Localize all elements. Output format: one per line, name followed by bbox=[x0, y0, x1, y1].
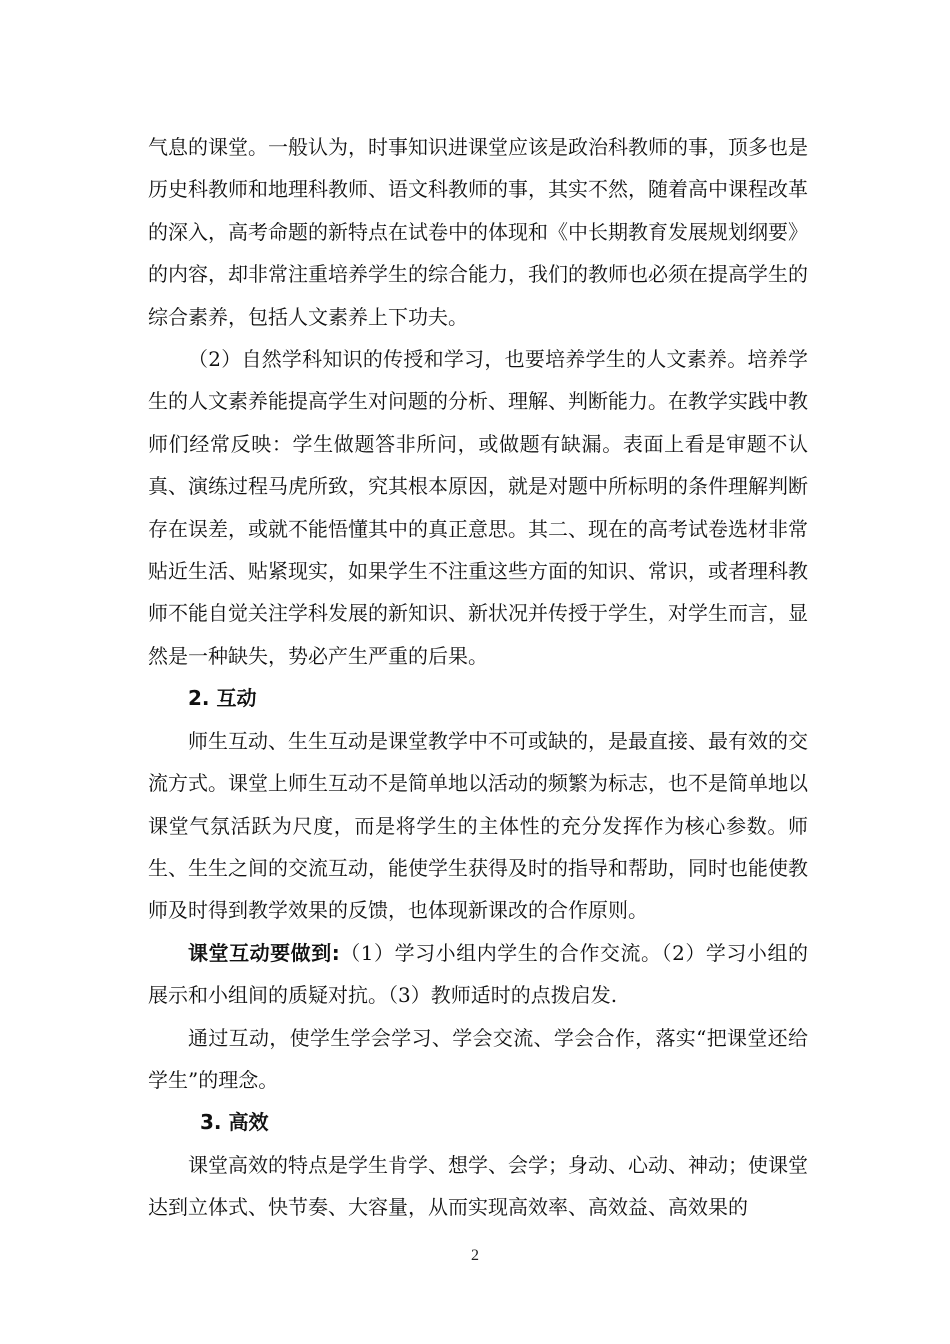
paragraph-interaction-requirements bbox=[148, 932, 808, 1017]
section-heading-efficiency: 3. 高效 bbox=[200, 1110, 269, 1135]
requirements-lead: 课堂互动要做到: bbox=[188, 940, 340, 965]
page-number: 2 bbox=[471, 1247, 479, 1264]
paragraph-interaction-goal: 通过互动，使学生学会学习、学会交流、学会合作，落实“把课堂还给学生”的理念。 bbox=[148, 1025, 808, 1092]
paragraph-interaction: 师生互动、生生互动是课堂教学中不可或缺的，是最直接、最有效的交流方式。课堂上师生互动不是简单地以活动的频繁为标志，也不是简单地以课堂气氛活跃为尺度，而是将学生的主体性的充分发挥作为核心参数。师生、生生之间的交流互动，能使学生获得及时的指导和帮助，同时也能使教师及时得到教学效果的反馈，也体现新课改的合作原则。 bbox=[148, 728, 808, 923]
paragraph-natural-science: （2）自然学科知识的传授和学习，也要培养学生的人文素养。培养学生的人文素养能提高学生对问题的分析、理解、判断能力。在教学实践中教师们经常反映：学生做题答非所问，或做题有缺漏。表面上看是审题不认真、演练过程马虎所致，究其根本原因，就是对题中所标明的条件理解判断存在误差，或就不能悟懂其中的真正意思。其二、现在的高考试卷选材非常贴近生活、贴紧现实，如果学生不注重这些方面的知识、常识，或者理科教师不能自觉关注学科发展的新知识、新状况并传授于学生，对学生而言，显然是一种缺失，势必产生严重的后果。 bbox=[148, 347, 808, 668]
section-heading-interaction: 2. 互动 bbox=[188, 686, 257, 711]
paragraph-efficiency: 课堂高效的特点是学生肯学、想学、会学；身动、心动、神动；使课堂达到立体式、快节奏、大容量，从而实现高效率、高效益、高效果的 bbox=[148, 1152, 808, 1220]
page-body bbox=[148, 126, 808, 1229]
requirements-list: （1）学习小组内学生的合作交流。（2）学习小组的展示和小组间的质疑对抗。（3）教师适时的点拨启发. bbox=[148, 940, 808, 1008]
paragraph-continued: 气息的课堂。一般认为，时事知识进课堂应该是政治科教师的事，顶多也是历史科教师和地理科教师、语文科教师的事，其实不然，随着高中课程改革的深入，高考命题的新特点在试卷中的体现和《中长期教育发展规划纲要》的内容，却非常注重培养学生的综合能力，我们的教师也必须在提高学生的综合素养，包括人文素养上下功夫。 bbox=[148, 135, 808, 329]
